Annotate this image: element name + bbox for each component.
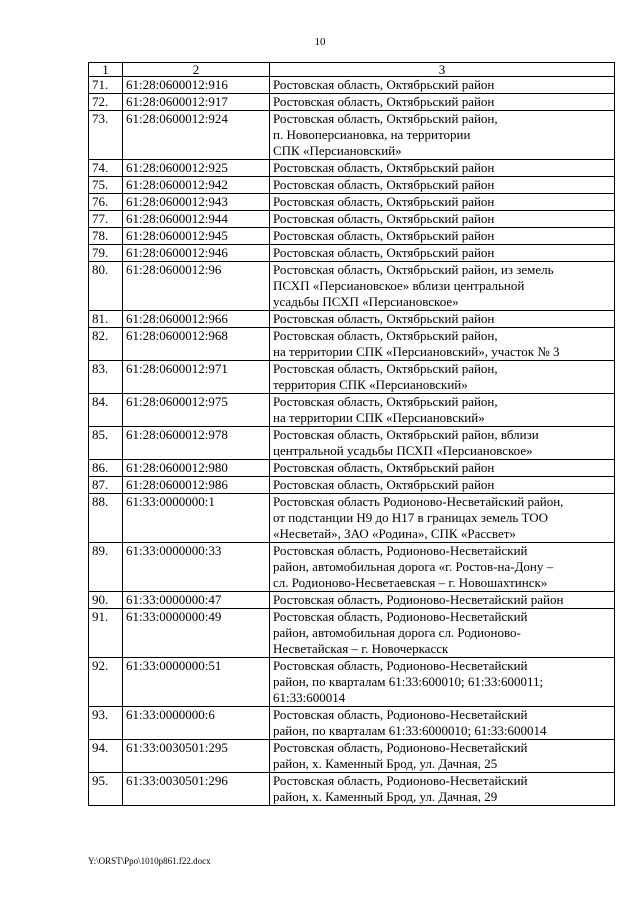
location-description — [270, 592, 615, 609]
cadastral-number: 61:28:0600012:945 — [123, 228, 270, 245]
location-description — [270, 361, 615, 394]
row-number: 88. — [89, 494, 123, 543]
location-description — [270, 262, 615, 311]
cadastral-number: 61:28:0600012:986 — [123, 477, 270, 494]
location-line: Ростовская область Родионово-Несветайский район, — [273, 494, 564, 509]
location-description — [270, 707, 615, 740]
cadastral-number: 61:28:0600012:968 — [123, 328, 270, 361]
cadastral-number: 61:33:0000000:1 — [123, 494, 270, 543]
location-line: сл. Родионово-Несветаевская – г. Новошахтинск» — [273, 575, 548, 590]
table-row — [89, 543, 615, 592]
cadastral-number: 61:28:0600012:96 — [123, 262, 270, 311]
table-row — [89, 262, 615, 311]
location-line: Ростовская область, Октябрьский район — [273, 177, 495, 192]
page-number: 10 — [314, 36, 326, 48]
location-description — [270, 394, 615, 427]
location-line: на территории СПК «Персиановский», участок № 3 — [273, 344, 560, 359]
location-description — [270, 740, 615, 773]
cadastral-number: 61:28:0600012:924 — [123, 111, 270, 160]
row-number: 89. — [89, 543, 123, 592]
table-row — [89, 394, 615, 427]
location-line: Ростовская область, Октябрьский район, из земель — [273, 262, 554, 277]
location-line: Ростовская область, Октябрьский район — [273, 228, 495, 243]
cadastral-number: 61:28:0600012:971 — [123, 361, 270, 394]
location-description — [270, 543, 615, 592]
row-number: 81. — [89, 311, 123, 328]
row-number: 73. — [89, 111, 123, 160]
cadastral-number: 61:28:0600012:975 — [123, 394, 270, 427]
location-description — [270, 160, 615, 177]
row-number: 74. — [89, 160, 123, 177]
table-row — [89, 460, 615, 477]
cadastral-number: 61:28:0600012:978 — [123, 427, 270, 460]
location-description — [270, 658, 615, 707]
location-description — [270, 311, 615, 328]
row-number: 94. — [89, 740, 123, 773]
location-line: Несветайская – г. Новочеркасск — [273, 641, 449, 656]
table-row — [89, 194, 615, 211]
table-row — [89, 111, 615, 160]
location-line: Ростовская область, Октябрьский район — [273, 94, 495, 109]
table-row — [89, 328, 615, 361]
column-header-cadastral-number: 2 — [123, 63, 270, 77]
location-line: Ростовская область, Октябрьский район, — [273, 111, 498, 126]
location-line: Ростовская область, Октябрьский район — [273, 77, 495, 92]
table-header-row — [89, 63, 615, 77]
cadastral-number: 61:33:0030501:296 — [123, 773, 270, 806]
location-line: 61:33:600014 — [273, 690, 346, 705]
location-line: «Несветай», ЗАО «Родина», СПК «Рассвет» — [273, 526, 516, 541]
row-number: 71. — [89, 77, 123, 94]
table-row — [89, 707, 615, 740]
location-line: Ростовская область, Родионово-Несветайский — [273, 658, 528, 673]
location-line: район, х. Каменный Брод, ул. Дачная, 29 — [273, 789, 498, 804]
table-row — [89, 245, 615, 262]
table-row — [89, 94, 615, 111]
location-description — [270, 177, 615, 194]
location-line: район, автомобильная дорога «г. Ростов-на-Дону – — [273, 559, 554, 574]
location-line: Ростовская область, Октябрьский район, — [273, 394, 498, 409]
row-number: 72. — [89, 94, 123, 111]
table-row — [89, 592, 615, 609]
location-description — [270, 609, 615, 658]
column-header-number: 1 — [89, 63, 123, 77]
row-number: 91. — [89, 609, 123, 658]
cadastral-number: 61:33:0000000:49 — [123, 609, 270, 658]
cadastral-number: 61:33:0000000:33 — [123, 543, 270, 592]
location-description — [270, 245, 615, 262]
cadastral-number: 61:33:0000000:6 — [123, 707, 270, 740]
cadastral-number: 61:33:0000000:51 — [123, 658, 270, 707]
cadastral-number: 61:28:0600012:944 — [123, 211, 270, 228]
row-number: 95. — [89, 773, 123, 806]
row-number: 77. — [89, 211, 123, 228]
table-row — [89, 228, 615, 245]
location-description — [270, 773, 615, 806]
cadastral-number: 61:33:0000000:47 — [123, 592, 270, 609]
row-number: 87. — [89, 477, 123, 494]
location-line: Ростовская область, Октябрьский район — [273, 460, 495, 475]
location-line: Ростовская область, Октябрьский район, — [273, 328, 498, 343]
column-header-location: 3 — [270, 63, 615, 77]
location-description — [270, 427, 615, 460]
row-number: 93. — [89, 707, 123, 740]
location-line: на территории СПК «Персиановский» — [273, 410, 485, 425]
table-row — [89, 427, 615, 460]
row-number: 83. — [89, 361, 123, 394]
row-number: 78. — [89, 228, 123, 245]
table-body — [89, 77, 615, 806]
table-row — [89, 658, 615, 707]
location-description — [270, 211, 615, 228]
cadastral-number: 61:28:0600012:943 — [123, 194, 270, 211]
location-line: Ростовская область, Родионово-Несветайский — [273, 707, 528, 722]
location-description — [270, 77, 615, 94]
location-description — [270, 228, 615, 245]
location-line: СПК «Персиановский» — [273, 143, 402, 158]
table-row — [89, 77, 615, 94]
row-number: 85. — [89, 427, 123, 460]
row-number: 84. — [89, 394, 123, 427]
location-description — [270, 494, 615, 543]
cadastral-number: 61:28:0600012:966 — [123, 311, 270, 328]
location-line: район, по кварталам 61:33:600010; 61:33:600011; — [273, 674, 544, 689]
location-line: Ростовская область, Родионово-Несветайский — [273, 543, 528, 558]
location-line: Ростовская область, Октябрьский район — [273, 160, 495, 175]
location-line: от подстанции Н9 до Н17 в границах земель ТОО — [273, 510, 549, 525]
table-row — [89, 160, 615, 177]
location-description — [270, 477, 615, 494]
location-description — [270, 111, 615, 160]
location-line: Ростовская область, Родионово-Несветайский — [273, 609, 528, 624]
location-line: ПСХП «Персиановское» вблизи центральной — [273, 278, 525, 293]
table-row — [89, 609, 615, 658]
table-row — [89, 211, 615, 228]
row-number: 90. — [89, 592, 123, 609]
location-line: Ростовская область, Октябрьский район, вблизи — [273, 427, 539, 442]
location-line: усадьбы ПСХП «Персиановское» — [273, 294, 459, 309]
row-number: 86. — [89, 460, 123, 477]
location-line: п. Новоперсиановка, на территории — [273, 127, 471, 142]
cadastral-number: 61:28:0600012:942 — [123, 177, 270, 194]
cadastral-number: 61:28:0600012:925 — [123, 160, 270, 177]
location-line: Ростовская область, Октябрьский район — [273, 245, 495, 260]
row-number: 92. — [89, 658, 123, 707]
row-number: 80. — [89, 262, 123, 311]
location-line: Ростовская область, Октябрьский район, — [273, 361, 498, 376]
location-line: центральной усадьбы ПСХП «Персиановское» — [273, 443, 533, 458]
footer-file-path: Y:\ORST\Ppo\1010p861.f22.docx — [88, 856, 211, 866]
cadastral-number: 61:33:0030501:295 — [123, 740, 270, 773]
location-line: Ростовская область, Октябрьский район — [273, 311, 495, 326]
location-description — [270, 94, 615, 111]
row-number: 76. — [89, 194, 123, 211]
location-line: территория СПК «Персиановский» — [273, 377, 468, 392]
table-row — [89, 311, 615, 328]
table-row — [89, 177, 615, 194]
cadastral-number: 61:28:0600012:980 — [123, 460, 270, 477]
location-line: Ростовская область, Родионово-Несветайский — [273, 773, 528, 788]
table-row — [89, 773, 615, 806]
location-description — [270, 460, 615, 477]
row-number: 79. — [89, 245, 123, 262]
location-description — [270, 328, 615, 361]
location-line: Ростовская область, Родионово-Несветайский — [273, 740, 528, 755]
location-line: Ростовская область, Октябрьский район — [273, 477, 495, 492]
location-line: район, х. Каменный Брод, ул. Дачная, 25 — [273, 756, 498, 771]
table-row — [89, 361, 615, 394]
row-number: 75. — [89, 177, 123, 194]
location-description — [270, 194, 615, 211]
location-line: район, автомобильная дорога сл. Родионово- — [273, 625, 521, 640]
land-parcels-table — [88, 62, 615, 806]
table-row — [89, 740, 615, 773]
row-number: 82. — [89, 328, 123, 361]
location-line: Ростовская область, Родионово-Несветайский район — [273, 592, 564, 607]
table-row — [89, 477, 615, 494]
location-line: Ростовская область, Октябрьский район — [273, 194, 495, 209]
cadastral-number: 61:28:0600012:946 — [123, 245, 270, 262]
cadastral-number: 61:28:0600012:916 — [123, 77, 270, 94]
location-line: район, по кварталам 61:33:6000010; 61:33:600014 — [273, 723, 547, 738]
location-line: Ростовская область, Октябрьский район — [273, 211, 495, 226]
cadastral-number: 61:28:0600012:917 — [123, 94, 270, 111]
table-row — [89, 494, 615, 543]
